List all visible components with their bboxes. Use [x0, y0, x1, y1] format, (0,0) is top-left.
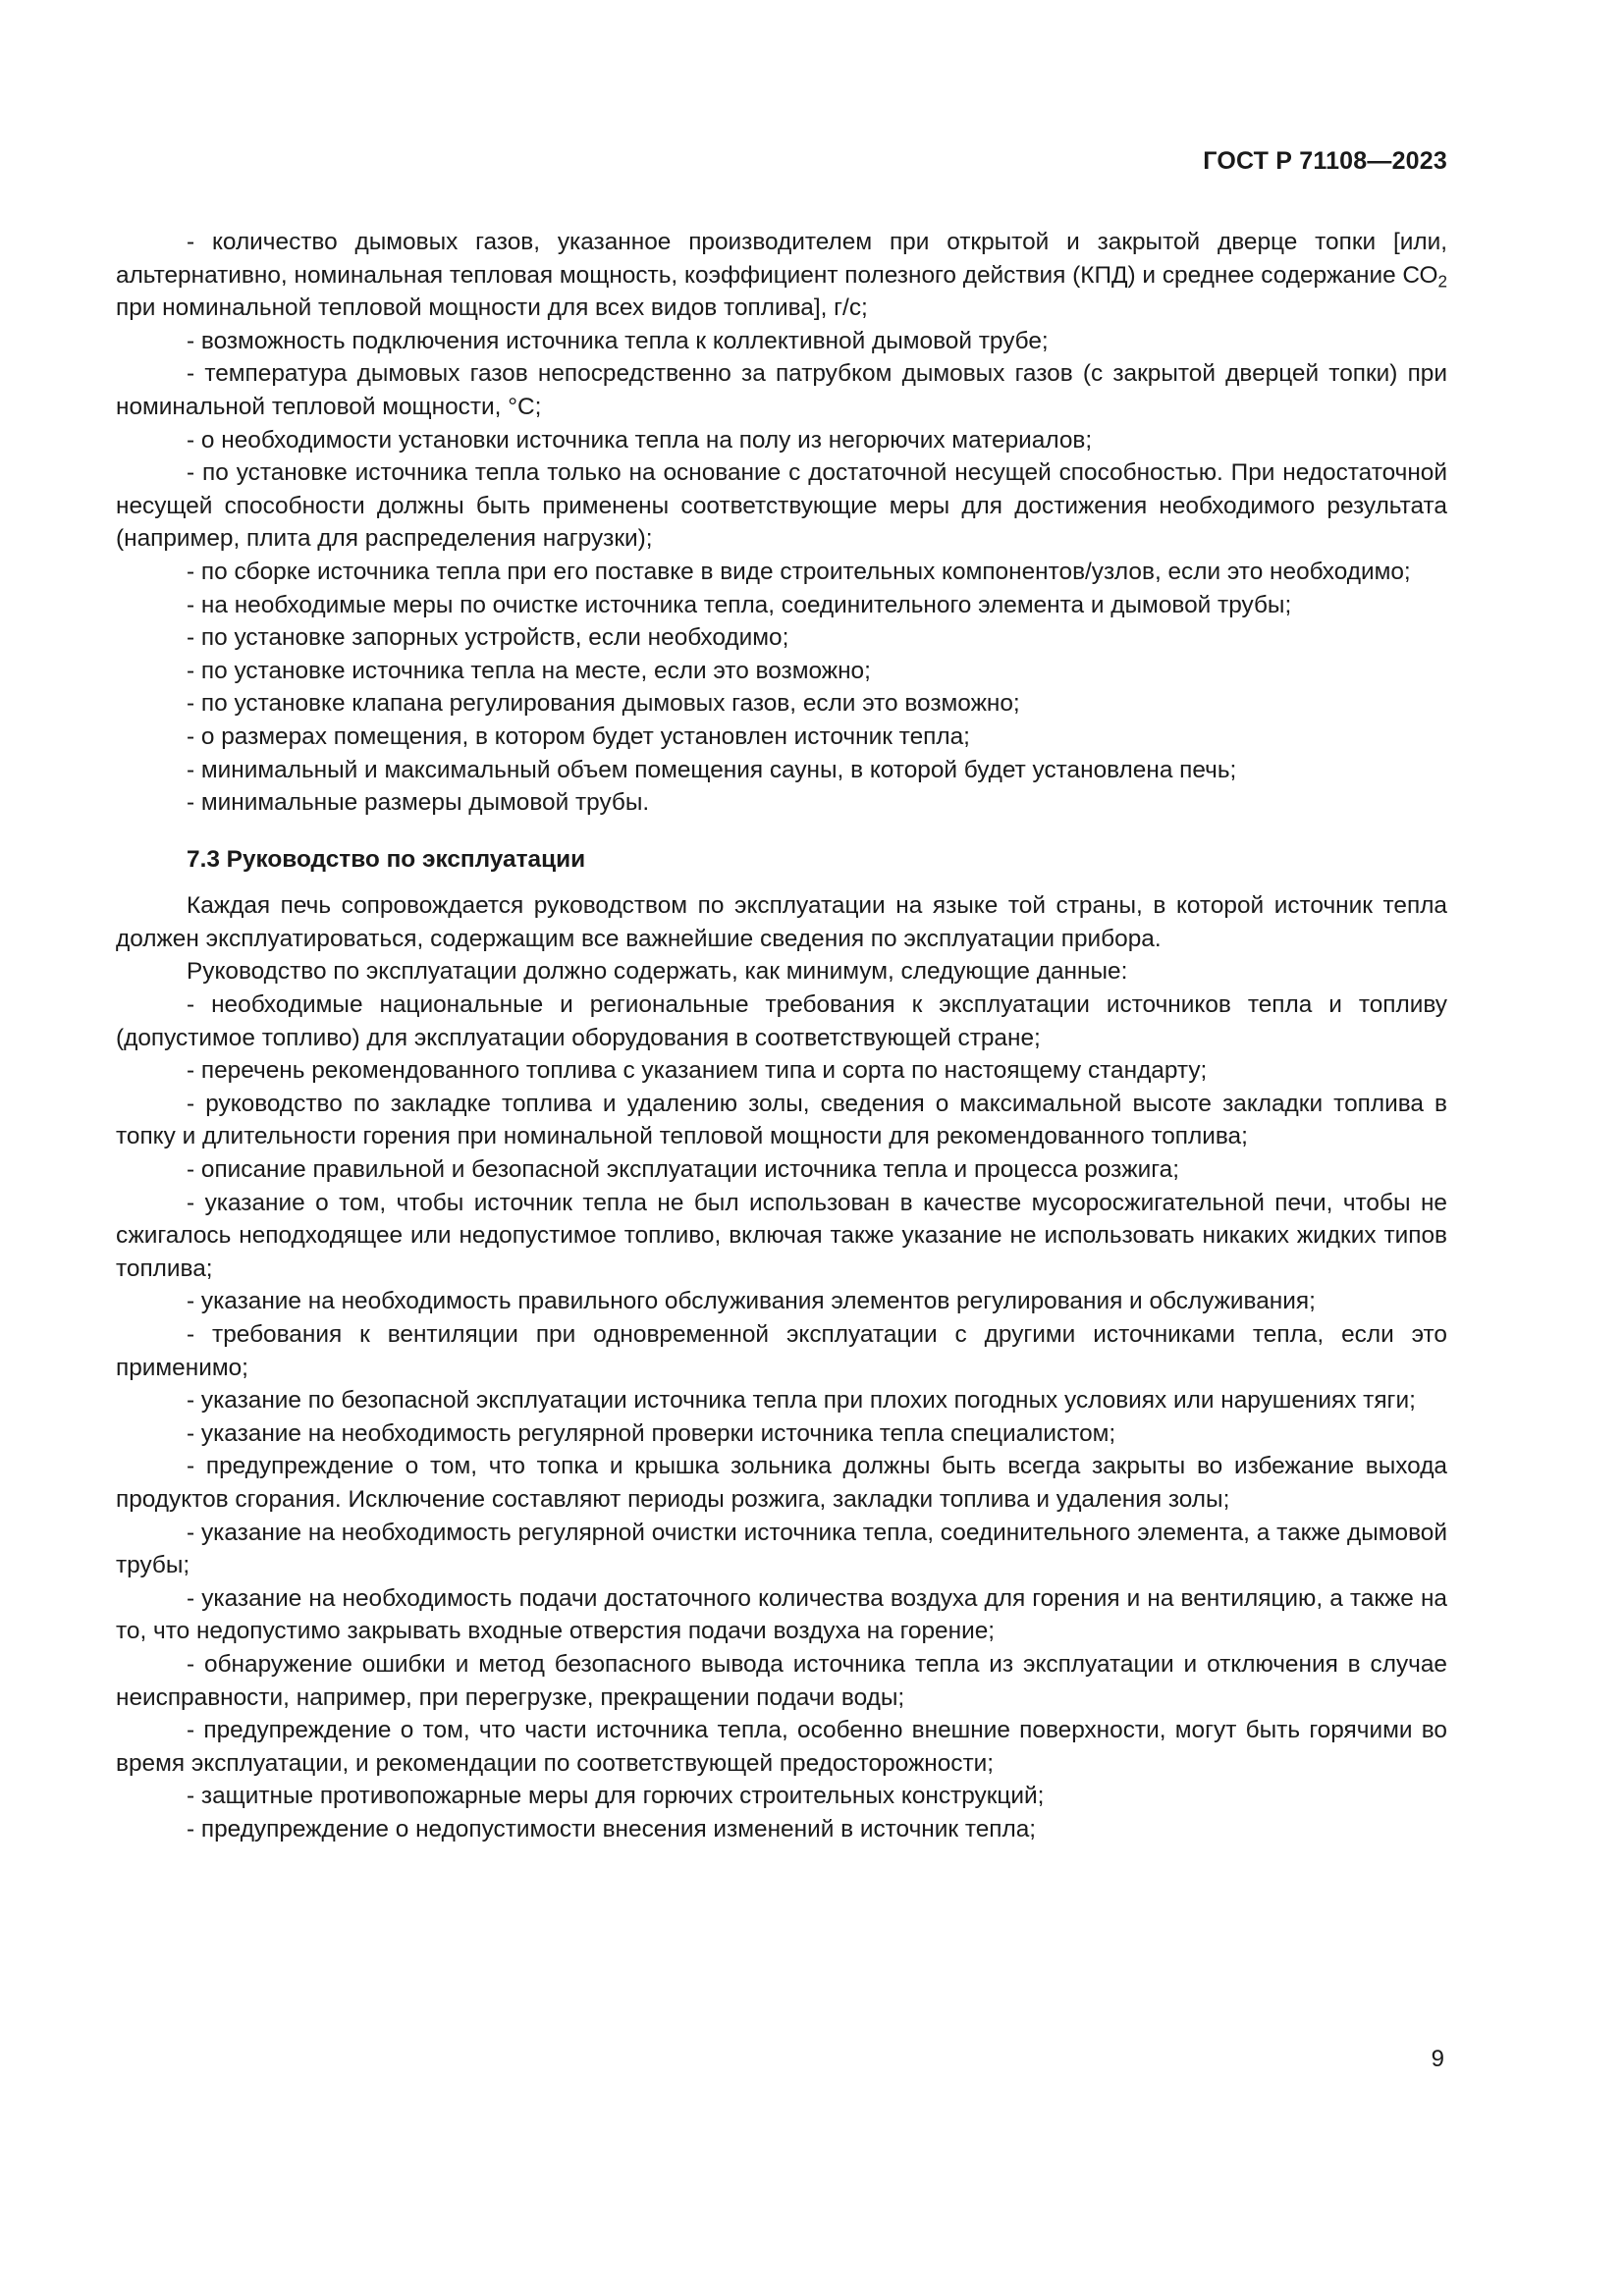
- list-item: - возможность подключения источника тепла к коллективной дымовой трубе;: [187, 327, 1049, 354]
- list-item: - минимальный и максимальный объем помещения сауны, в которой будет установлена печь;: [187, 756, 1237, 783]
- list-item: - по установке источника тепла на месте, если это возможно;: [187, 657, 871, 684]
- list-item: - предупреждение о том, что топка и крышка зольника должны быть всегда закрыты во избежание выхода продуктов сгорания. Исключение составляют периоды розжига, закладки топлива и удаления золы;: [116, 1453, 1447, 1513]
- page-number: 9: [1431, 2046, 1444, 2072]
- list-item: - обнаружение ошибки и метод безопасного вывода источника тепла из эксплуатации и отключения в случае неисправности, например, при перегрузке, прекращении подачи воды;: [116, 1650, 1447, 1711]
- list-item: - предупреждение о недопустимости внесения изменений в источник тепла;: [187, 1815, 1037, 1842]
- list-item: - указание о том, чтобы источник тепла не был использован в качестве мусоросжигательной печи, чтобы не сжигалось неподходящее или недопустимое топливо, включая также указание не использовать никаких жидких типов топлива;: [116, 1189, 1447, 1282]
- list-item: - по установке источника тепла только на основание с достаточной несущей способностью. При недостаточной несущей способности должны быть применены соответствующие меры для достижения необходимого результата (например, плита для распределения нагрузки);: [116, 459, 1447, 553]
- list-item: - о необходимости установки источника тепла на полу из негорючих материалов;: [187, 426, 1093, 454]
- list-item: - защитные противопожарные меры для горючих строительных конструкций;: [187, 1783, 1045, 1810]
- document-header: ГОСТ Р 71108—2023: [1203, 147, 1447, 175]
- section-intro: Каждая печь сопровождается руководством по эксплуатации на языке той страны, в которой источник тепла должен эксплуатироваться, содержащим все важнейшие сведения по эксплуатации прибора.: [116, 892, 1447, 952]
- list-item: - указание на необходимость подачи достаточного количества воздуха для горения и на вентиляцию, а также на то, что недопустимо закрывать входные отверстия подачи воздуха на горение;: [116, 1584, 1447, 1645]
- list-item: - предупреждение о том, что части источника тепла, особенно внешние поверхности, могут быть горячими во время эксплуатации, и рекомендации по соответствующей предосторожности;: [116, 1717, 1447, 1777]
- list-item: - указание на необходимость регулярной проверки источника тепла специалистом;: [187, 1419, 1116, 1447]
- list-item: - по установке клапана регулирования дымовых газов, если это возможно;: [187, 690, 1020, 718]
- list-item: - требования к вентиляции при одновременной эксплуатации с другими источниками тепла, если это применимо;: [116, 1321, 1447, 1381]
- list-item: - описание правильной и безопасной эксплуатации источника тепла и процесса розжига;: [187, 1156, 1179, 1184]
- list-item: - указание по безопасной эксплуатации источника тепла при плохих погодных условиях или нарушениях тяги;: [187, 1387, 1416, 1415]
- document-body: [116, 226, 1447, 1846]
- list-item: - указание на необходимость регулярной очистки источника тепла, соединительного элемента, а также дымовой трубы;: [116, 1519, 1447, 1579]
- list-item: - необходимые национальные и региональные требования к эксплуатации источников тепла и топливу (допустимое топливо) для эксплуатации оборудования в соответствующей стране;: [116, 991, 1447, 1051]
- list-item: - на необходимые меры по очистке источника тепла, соединительного элемента и дымовой трубы;: [187, 591, 1292, 618]
- list-item: - по сборке источника тепла при его поставке в виде строительных компонентов/узлов, если это необходимо;: [187, 558, 1411, 585]
- list-item: - руководство по закладке топлива и удалению золы, сведения о максимальной высоте закладки топлива в топку и длительности горения при номинальной тепловой мощности для рекомендованного топлива;: [116, 1090, 1447, 1150]
- section-heading: 7.3 Руководство по эксплуатации: [187, 845, 586, 873]
- list-item: - количество дымовых газов, указанное производителем при открытой и закрытой дверце топки [или, альтернативно, номинальная тепловая мощность, коэффициент полезного действия (КПД) и среднее содержание $СО_2$ при номинальной тепловой мощности для всех видов топлива], г/с;: [116, 229, 1447, 322]
- list-item: - перечень рекомендованного топлива с указанием типа и сорта по настоящему стандарту;: [187, 1057, 1208, 1085]
- list-item: - температура дымовых газов непосредственно за патрубком дымовых газов (с закрытой дверцей топки) при номинальной тепловой мощности, °С;: [116, 360, 1447, 420]
- section-lead: Руководство по эксплуатации должно содержать, как минимум, следующие данные:: [187, 958, 1128, 986]
- list-item: - о размерах помещения, в котором будет установлен источник тепла;: [187, 722, 970, 750]
- list-item: - указание на необходимость правильного обслуживания элементов регулирования и обслуживания;: [187, 1288, 1316, 1315]
- list-item: - по установке запорных устройств, если необходимо;: [187, 624, 789, 652]
- list-item: - минимальные размеры дымовой трубы.: [187, 789, 650, 817]
